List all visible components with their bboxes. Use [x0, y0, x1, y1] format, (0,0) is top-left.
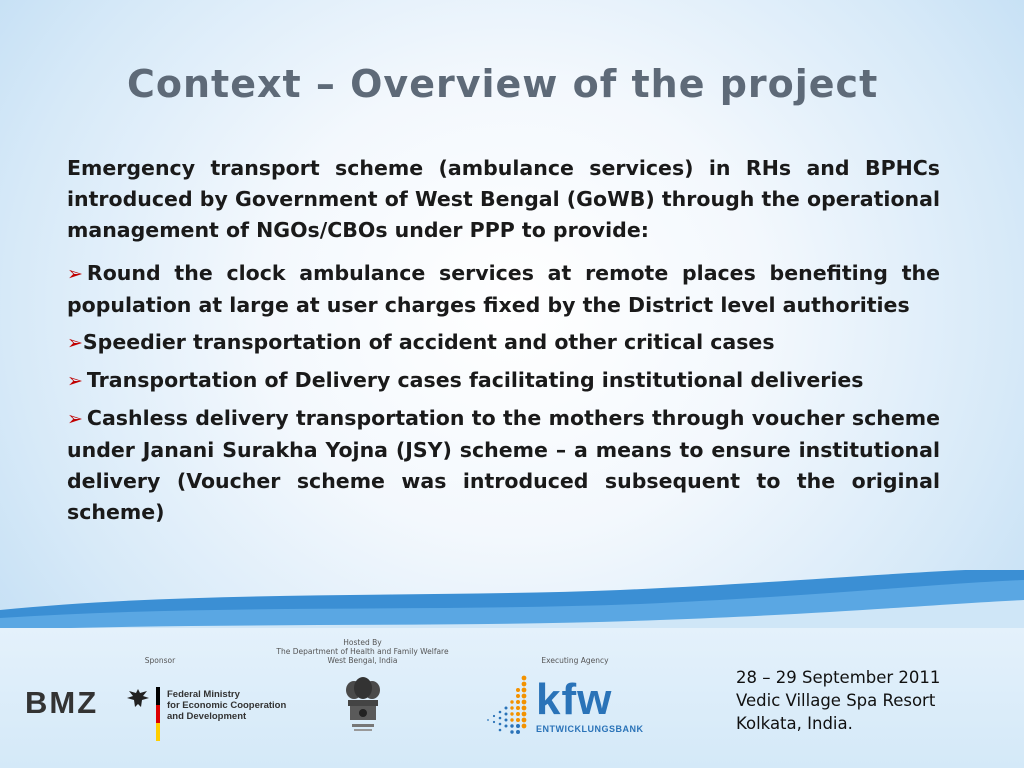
sponsor-label: Sponsor	[144, 656, 176, 665]
bullet-item	[67, 258, 940, 321]
bmz-wordmark: BMZ	[25, 685, 99, 720]
event-dates: 28 – 29 September 2011	[736, 668, 941, 687]
slide-title: Context – Overview of the project	[127, 62, 879, 106]
kfw-logo	[486, 674, 676, 738]
ministry-name: Federal Ministry for Economic Cooperation and Development	[167, 689, 287, 722]
bullet-text: Speedier transportation of accident and other critical cases	[82, 330, 775, 354]
intro-paragraph: Emergency transport scheme (ambulance services) in RHs and BPHCs introduced by Government of West Bengal (GoWB) through the operational management of NGOs/CBOs under PPP to provide:	[67, 156, 940, 242]
kfw-wordmark: kfw	[536, 675, 613, 724]
event-info	[736, 666, 940, 735]
executing-agency-label: Executing Agency	[541, 656, 609, 665]
bullet-text: Transportation of Delivery cases facilitating institutional deliveries	[86, 368, 864, 392]
arrow-bullet-icon: ➢	[67, 370, 83, 392]
kfw-subtitle: ENTWICKLUNGSBANK	[536, 724, 644, 734]
arrow-bullet-icon: ➢	[67, 332, 83, 354]
kfw-dot-matrix-icon	[486, 674, 534, 738]
slide-body	[67, 153, 940, 534]
federal-eagle-icon	[125, 687, 151, 711]
bullet-text: Cashless delivery transportation to the mothers through voucher scheme under Janani Surakha Yojna (JSY) scheme – a means to ensure institutional delivery (Voucher scheme was introduced subsequent to the original scheme)	[67, 406, 940, 524]
india-emblem-icon	[340, 674, 386, 736]
event-city: Kolkata, India.	[736, 714, 853, 733]
bullet-item	[67, 365, 940, 397]
arrow-bullet-icon: ➢	[67, 408, 83, 430]
german-flag-icon	[156, 687, 160, 741]
bullet-item	[67, 403, 940, 528]
arrow-bullet-icon: ➢	[67, 263, 83, 285]
bullet-text: Round the clock ambulance services at remote places benefiting the population at large at user charges fixed by the District level authorities	[67, 261, 940, 317]
event-venue: Vedic Village Spa Resort	[736, 691, 936, 710]
hosted-by-label: Hosted By The Department of Health and Family Welfare West Bengal, India	[276, 638, 449, 665]
bmz-logo	[25, 685, 325, 735]
bullet-item	[67, 327, 940, 359]
